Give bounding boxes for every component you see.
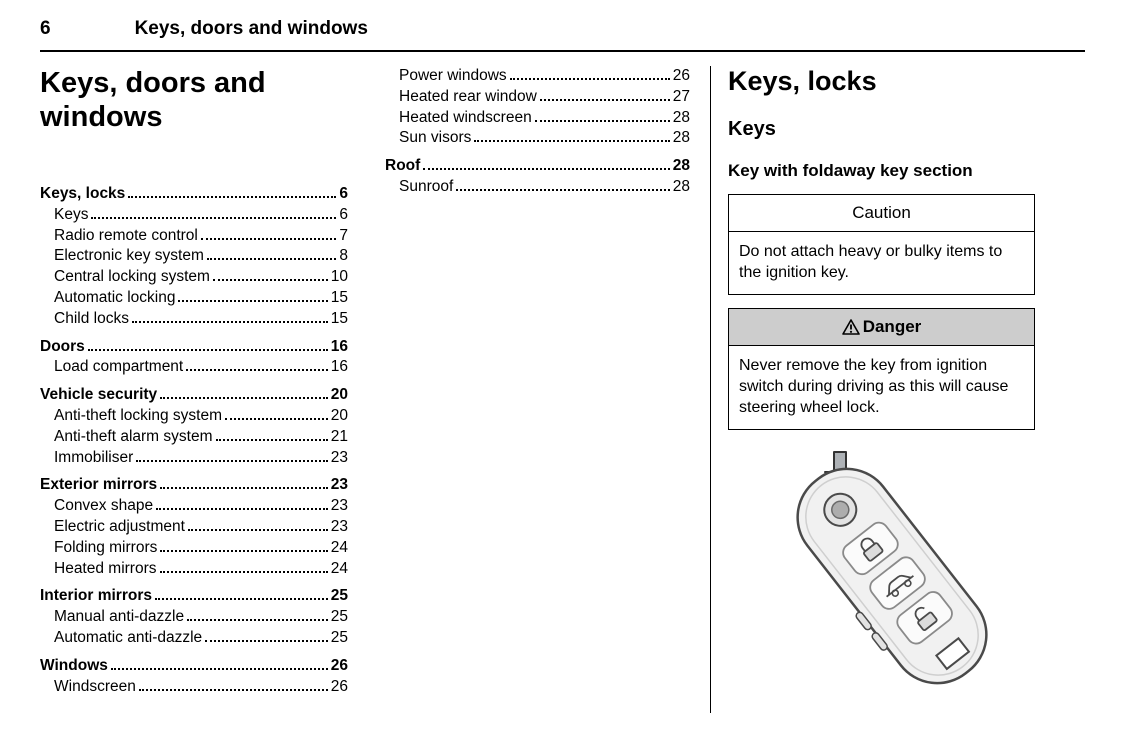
toc-entry-label: Sunroof bbox=[399, 177, 454, 195]
toc-entry bbox=[40, 677, 348, 698]
toc-entry-page: 23 bbox=[330, 476, 348, 494]
toc-entry-page: 10 bbox=[330, 268, 348, 286]
dot-leader bbox=[205, 640, 328, 642]
toc-entry bbox=[385, 156, 690, 177]
dot-leader bbox=[139, 689, 328, 691]
toc-entry-page: 8 bbox=[339, 247, 348, 265]
toc-entry-page: 20 bbox=[330, 386, 348, 404]
toc-entry-label: Electric adjustment bbox=[54, 517, 185, 535]
toc-entry-label: Roof bbox=[385, 157, 421, 175]
danger-box-header bbox=[729, 309, 1034, 346]
dot-leader bbox=[132, 321, 328, 323]
caution-body: Do not attach heavy or bulky items to the ignition key. bbox=[739, 243, 1003, 281]
dot-leader bbox=[225, 418, 328, 420]
toc-entry bbox=[40, 496, 348, 517]
toc-entry-label: Heated windscreen bbox=[399, 108, 532, 126]
toc-entry bbox=[40, 427, 348, 448]
toc-entry-label: Convex shape bbox=[54, 497, 154, 515]
dot-leader bbox=[111, 668, 328, 670]
page-content bbox=[40, 52, 1085, 713]
dot-leader bbox=[160, 397, 328, 399]
toc-entry bbox=[385, 128, 690, 149]
toc-entry-label: Interior mirrors bbox=[40, 587, 152, 605]
toc-entry-label: Vehicle security bbox=[40, 386, 158, 404]
caution-box bbox=[728, 194, 1035, 295]
dot-leader bbox=[128, 196, 336, 198]
toc-entry-label: Power windows bbox=[399, 67, 507, 84]
toc-entry-page: 15 bbox=[330, 288, 348, 306]
toc-entry-label: Central locking system bbox=[54, 268, 210, 286]
dot-leader bbox=[88, 349, 328, 351]
dot-leader bbox=[160, 571, 328, 573]
dot-leader bbox=[456, 189, 669, 191]
toc-entry-label: Folding mirrors bbox=[54, 538, 158, 556]
toc-entry-page: 16 bbox=[330, 358, 348, 376]
toc-entry-label: Automatic locking bbox=[54, 288, 176, 306]
toc-entry-page: 25 bbox=[330, 608, 348, 626]
toc-entry-page: 28 bbox=[672, 108, 690, 126]
toc-entry-label: Sun visors bbox=[399, 129, 472, 147]
toc-entry bbox=[40, 559, 348, 580]
toc-entry bbox=[40, 337, 348, 358]
toc-entry-label: Doors bbox=[40, 337, 85, 355]
toc-entry bbox=[40, 246, 348, 267]
dot-leader bbox=[201, 238, 337, 240]
toc-entry-page: 16 bbox=[330, 337, 348, 355]
toc-entry bbox=[40, 538, 348, 559]
toc-entry-label: Manual anti-dazzle bbox=[54, 608, 185, 626]
toc-entry-page: 26 bbox=[330, 677, 348, 695]
toc-entry-page: 23 bbox=[330, 448, 348, 466]
toc-entry-page: 23 bbox=[330, 497, 348, 515]
key-fob-body bbox=[774, 450, 1004, 705]
page-header bbox=[40, 18, 1085, 52]
toc-entry bbox=[385, 87, 690, 108]
section-title: Keys, locks bbox=[728, 66, 877, 96]
dot-leader bbox=[213, 279, 328, 281]
subsection-title: Keys bbox=[728, 118, 776, 140]
dot-leader bbox=[91, 217, 336, 219]
toc-entry-label: Heated mirrors bbox=[54, 559, 157, 577]
running-header-title: Keys, doors and windows bbox=[134, 18, 368, 39]
toc-entry-label: Immobiliser bbox=[54, 448, 134, 466]
dot-leader bbox=[155, 598, 328, 600]
danger-box bbox=[728, 308, 1035, 430]
dot-leader bbox=[510, 78, 670, 80]
toc-entry-page: 25 bbox=[330, 628, 348, 646]
toc-entry bbox=[40, 184, 348, 205]
topic-title: Key with foldaway key section bbox=[728, 161, 973, 180]
toc-entry-label: Anti-theft locking system bbox=[54, 406, 222, 424]
warning-triangle-icon bbox=[842, 319, 860, 335]
toc-list-1 bbox=[40, 184, 348, 697]
dot-leader bbox=[160, 550, 327, 552]
dot-leader bbox=[216, 439, 328, 441]
toc-entry-page: 25 bbox=[330, 587, 348, 605]
toc-entry-label: Radio remote control bbox=[54, 226, 198, 244]
dot-leader bbox=[540, 99, 670, 101]
toc-entry-label: Anti-theft alarm system bbox=[54, 427, 213, 445]
caution-title: Caution bbox=[852, 203, 911, 222]
toc-entry bbox=[40, 475, 348, 496]
toc-entry-label: Automatic anti-dazzle bbox=[54, 628, 203, 646]
toc-entry bbox=[40, 385, 348, 406]
chapter-title: Keys, doors and windows bbox=[40, 67, 266, 133]
dot-leader bbox=[156, 508, 328, 510]
toc-entry bbox=[40, 607, 348, 628]
dot-leader bbox=[474, 140, 669, 142]
toc-entry bbox=[40, 406, 348, 427]
page-number: 6 bbox=[40, 18, 51, 39]
toc-entry bbox=[40, 267, 348, 288]
key-figure bbox=[728, 446, 1035, 713]
dot-leader bbox=[535, 120, 670, 122]
toc-entry-page: 26 bbox=[330, 656, 348, 674]
toc-entry bbox=[40, 656, 348, 677]
dot-leader bbox=[188, 529, 328, 531]
toc-entry-page: 26 bbox=[672, 67, 690, 84]
dot-leader bbox=[186, 369, 328, 371]
toc-entry-label: Child locks bbox=[54, 309, 129, 327]
toc-entry bbox=[40, 586, 348, 607]
toc-entry-page: 6 bbox=[339, 185, 348, 202]
toc-entry-label: Keys, locks bbox=[40, 185, 126, 202]
danger-body: Never remove the key from ignition switch during driving as this will cause steering wheel lock. bbox=[739, 357, 1009, 416]
danger-title: Danger bbox=[862, 317, 922, 336]
toc-entry-page: 7 bbox=[339, 226, 348, 244]
toc-entry bbox=[385, 108, 690, 129]
toc-entry bbox=[40, 357, 348, 378]
toc-entry-page: 23 bbox=[330, 517, 348, 535]
toc-entry-label: Load compartment bbox=[54, 358, 184, 376]
toc-entry-label: Heated rear window bbox=[399, 87, 537, 105]
toc-entry-page: 21 bbox=[330, 427, 348, 445]
toc-entry bbox=[40, 517, 348, 538]
dot-leader bbox=[160, 487, 328, 489]
toc-entry-page: 28 bbox=[672, 157, 690, 175]
toc-entry-page: 27 bbox=[672, 87, 690, 105]
toc-entry-label: Keys bbox=[54, 205, 89, 223]
toc-entry-label: Windscreen bbox=[54, 677, 136, 695]
dot-leader bbox=[207, 258, 336, 260]
toc-entry bbox=[40, 448, 348, 469]
toc-entry bbox=[385, 177, 690, 198]
toc-entry-page: 20 bbox=[330, 406, 348, 424]
article-column bbox=[728, 66, 1035, 713]
dot-leader bbox=[178, 300, 327, 302]
toc-column-1-container bbox=[40, 66, 348, 713]
dot-leader bbox=[136, 460, 328, 462]
toc-column-2-container bbox=[385, 66, 690, 713]
toc-list-2 bbox=[385, 66, 690, 198]
toc-entry-label: Windows bbox=[40, 656, 108, 674]
toc-entry bbox=[40, 288, 348, 309]
dot-leader bbox=[187, 619, 328, 621]
toc-entry-page: 15 bbox=[330, 309, 348, 327]
caution-box-header bbox=[729, 195, 1034, 232]
toc-entry-label: Exterior mirrors bbox=[40, 476, 158, 494]
dot-leader bbox=[423, 168, 669, 170]
toc-entry-page: 28 bbox=[672, 129, 690, 147]
toc-entry bbox=[40, 628, 348, 649]
toc-entry-page: 6 bbox=[339, 205, 348, 223]
column-divider bbox=[710, 66, 711, 713]
toc-entry bbox=[40, 309, 348, 330]
toc-entry bbox=[385, 66, 690, 87]
toc-entry-page: 24 bbox=[330, 559, 348, 577]
toc-entry bbox=[40, 226, 348, 247]
toc-entry-page: 28 bbox=[672, 177, 690, 195]
toc-entry bbox=[40, 205, 348, 226]
toc-entry-page: 24 bbox=[330, 538, 348, 556]
key-fob-illustration bbox=[732, 446, 1032, 708]
toc-entry-label: Electronic key system bbox=[54, 247, 204, 265]
